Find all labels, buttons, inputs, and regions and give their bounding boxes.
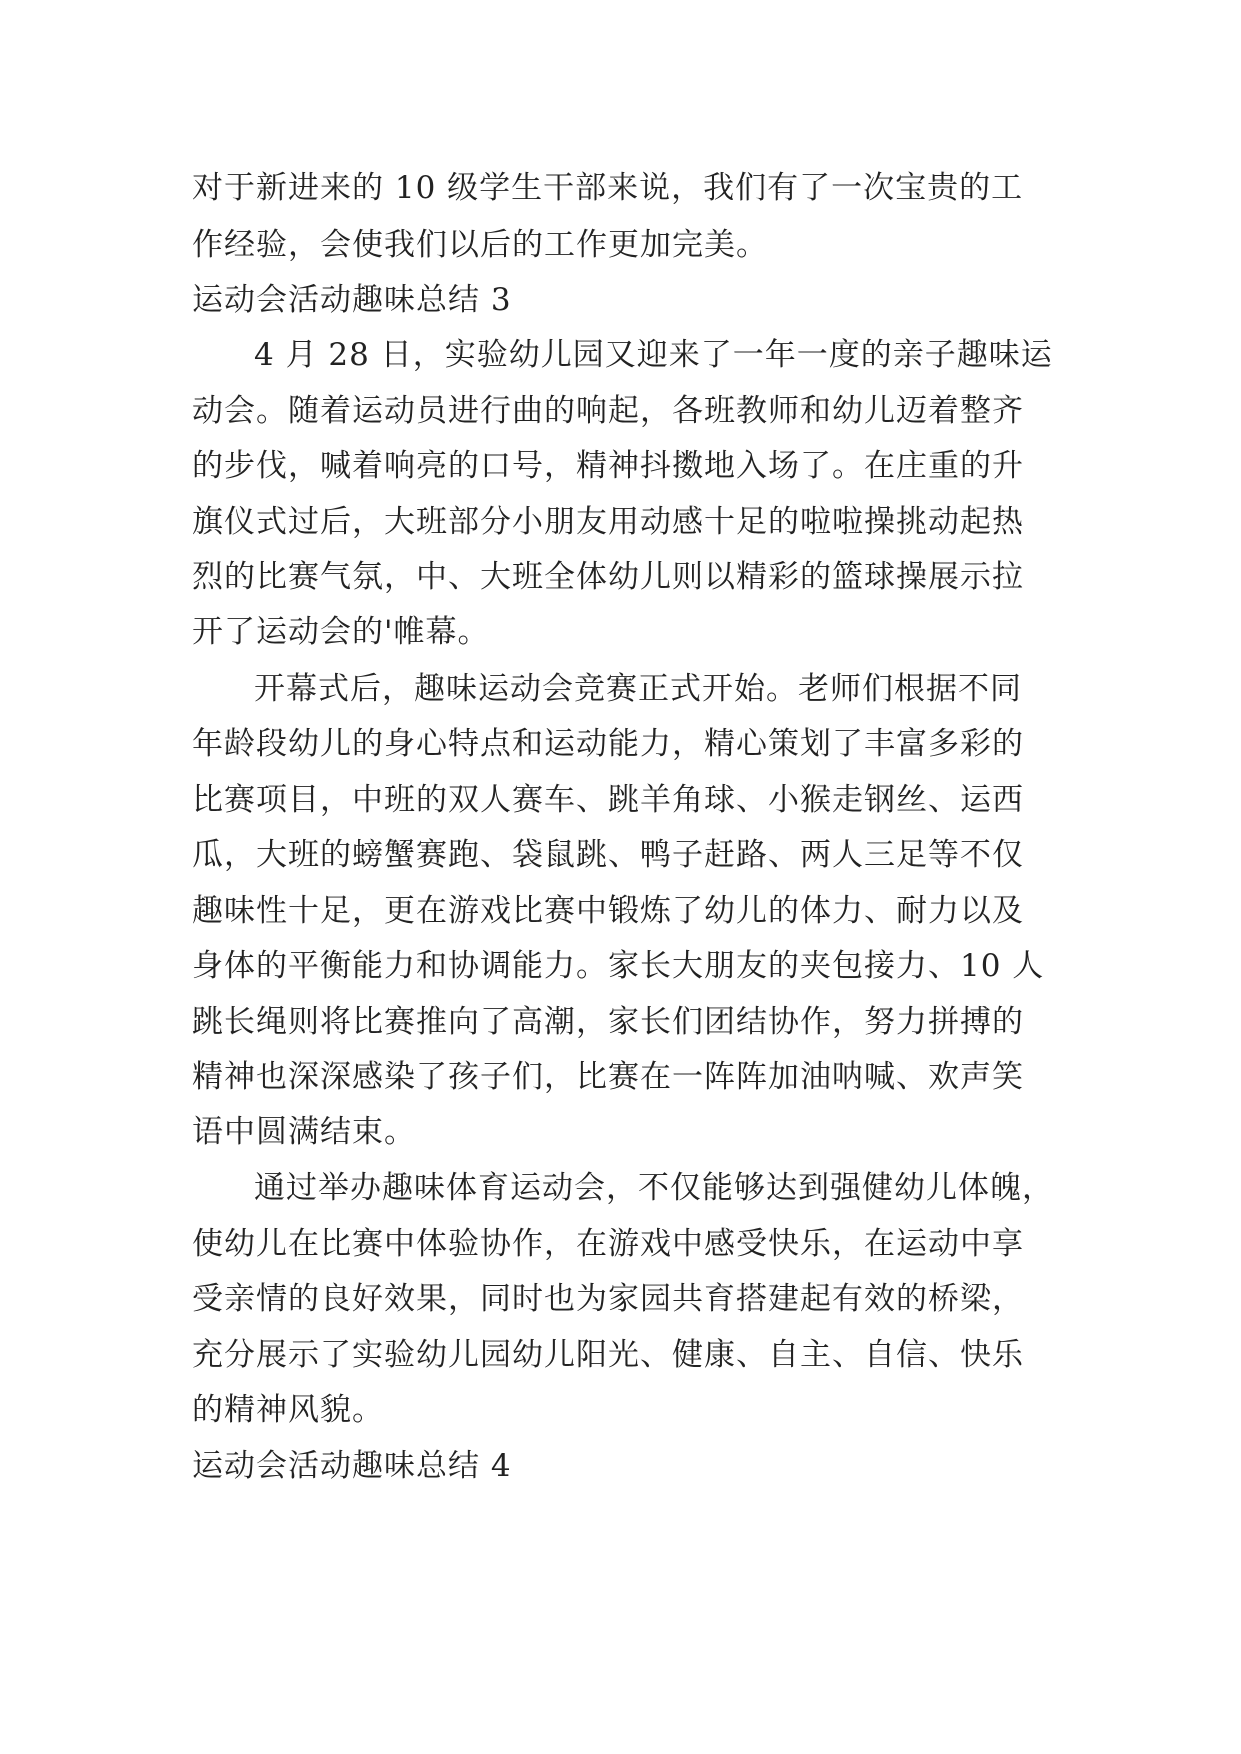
body-text-line: 比赛项目，中班的双人赛车、跳羊角球、小猴走钢丝、运西	[192, 782, 1024, 818]
body-text-line: 动会。随着运动员进行曲的响起，各班教师和幼儿迈着整齐	[192, 393, 1024, 429]
body-text-line: 精神也深深感染了孩子们，比赛在一阵阵加油呐喊、欢声笑	[192, 1059, 1024, 1095]
body-text-line: 瓜，大班的螃蟹赛跑、袋鼠跳、鸭子赶路、两人三足等不仅	[192, 837, 1024, 873]
body-text-line: 使幼儿在比赛中体验协作，在游戏中感受快乐，在运动中享	[192, 1226, 1024, 1262]
section-heading: 运动会活动趣味总结 3	[192, 282, 512, 318]
body-text-line: 通过举办趣味体育运动会，不仅能够达到强健幼儿体魄，	[254, 1170, 1054, 1206]
body-text-line: 跳长绳则将比赛推向了高潮，家长们团结协作，努力拼搏的	[192, 1004, 1024, 1040]
body-text-line: 烈的比赛气氛，中、大班全体幼儿则以精彩的篮球操展示拉	[192, 559, 1024, 595]
body-text-line: 的精神风貌。	[192, 1392, 384, 1428]
body-text-line: 年龄段幼儿的身心特点和运动能力，精心策划了丰富多彩的	[192, 726, 1024, 762]
body-text-line: 开了运动会的'帷幕。	[192, 614, 490, 650]
body-text-line: 4 月 28 日，实验幼儿园又迎来了一年一度的亲子趣味运	[254, 337, 1053, 373]
body-text-line: 语中圆满结束。	[192, 1114, 416, 1150]
body-text-line: 的步伐，喊着响亮的口号，精神抖擞地入场了。在庄重的升	[192, 448, 1024, 484]
body-text-line: 对于新进来的 10 级学生干部来说，我们有了一次宝贵的工	[192, 170, 1024, 206]
body-text-line: 身体的平衡能力和协调能力。家长大朋友的夹包接力、10 人	[192, 948, 1045, 984]
body-text-line: 开幕式后，趣味运动会竞赛正式开始。老师们根据不同	[254, 671, 1022, 707]
body-text-line: 作经验，会使我们以后的工作更加完美。	[192, 227, 768, 263]
body-text-line: 受亲情的良好效果，同时也为家园共育搭建起有效的桥梁，	[192, 1281, 1024, 1317]
body-text-line: 趣味性十足，更在游戏比赛中锻炼了幼儿的体力、耐力以及	[192, 893, 1024, 929]
section-heading: 运动会活动趣味总结 4	[192, 1448, 512, 1484]
body-text-line: 充分展示了实验幼儿园幼儿阳光、健康、自主、自信、快乐	[192, 1337, 1024, 1373]
body-text-line: 旗仪式过后，大班部分小朋友用动感十足的啦啦操挑动起热	[192, 504, 1024, 540]
